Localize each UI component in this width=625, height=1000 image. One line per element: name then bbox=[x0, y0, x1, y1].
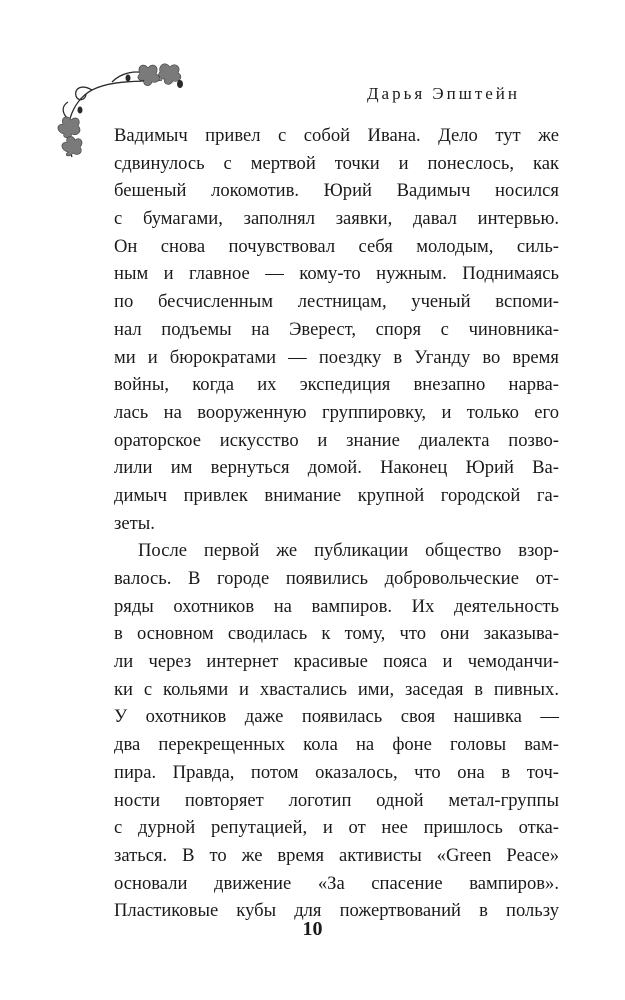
text-line: Вадимыч привел с собой Ивана. Дело тут же bbox=[114, 125, 559, 146]
text-line: У охотников даже появилась своя нашивка — bbox=[114, 706, 559, 728]
text-line: Он снова почувствовал себя молодым, силь- bbox=[114, 235, 559, 257]
text-line: с бумагами, заполнял заявки, давал интервью. bbox=[114, 208, 559, 230]
text-line: ки с кольями и хвастались ими, заседая в пивных. bbox=[114, 678, 559, 700]
text-line: с дурной репутацией, и от нее пришлось отка- bbox=[114, 817, 559, 839]
text-line: После первой же публикации общество взор- bbox=[138, 540, 559, 562]
text-line: войны, когда их экспедиция внезапно нарва- bbox=[114, 374, 559, 396]
text-line: сдвинулось с мертвой точки и понеслось, как bbox=[114, 152, 559, 174]
body-text bbox=[114, 122, 559, 925]
text-line: димыч привлек внимание крупной городской га- bbox=[114, 484, 559, 506]
text-line: ности повторяет логотип одной метал-группы bbox=[114, 789, 559, 811]
text-line: ряды охотников на вампиров. Их деятельность bbox=[114, 595, 559, 617]
running-head: Дарья Эпштейн bbox=[366, 84, 520, 103]
text-line: ораторское искусство и знание диалекта позво- bbox=[114, 429, 559, 451]
text-line: лили им вернуться домой. Наконец Юрий Ва- bbox=[114, 457, 559, 479]
text-line: основали движение «За спасение вампиров». bbox=[114, 872, 559, 894]
page-number: 10 bbox=[302, 918, 323, 940]
text-line: Пластиковые кубы для пожертвований в пользу bbox=[114, 900, 559, 922]
text-line: ным и главное — кому-то нужным. Поднимаясь bbox=[114, 263, 559, 285]
text-line: в основном сводилась к тому, что они заказыва- bbox=[114, 623, 559, 645]
text-line: нал подъемы на Эверест, споря с чиновника- bbox=[114, 318, 559, 340]
text-line: пира. Правда, потом оказалось, что она в точ- bbox=[114, 761, 559, 783]
text-line: бешеный локомотив. Юрий Вадимыч носился bbox=[114, 180, 559, 202]
text-line: по бесчисленным лестницам, ученый вспоми- bbox=[114, 291, 559, 313]
text-line: зеты. bbox=[114, 512, 155, 534]
text-line: два перекрещенных кола на фоне головы вам- bbox=[114, 734, 559, 756]
paragraph bbox=[114, 537, 559, 925]
text-line: заться. В то же время активисты «Green Peace» bbox=[114, 844, 559, 866]
text-line: ли через интернет красивые пояса и чемоданчи- bbox=[114, 651, 559, 673]
text-line: ми и бюрократами — поездку в Уганду во время bbox=[114, 346, 559, 368]
text-line: лась на вооруженную группировку, и только его bbox=[114, 401, 559, 423]
text-line: валось. В городе появились добровольческие от- bbox=[114, 568, 559, 589]
paragraph bbox=[114, 122, 559, 537]
